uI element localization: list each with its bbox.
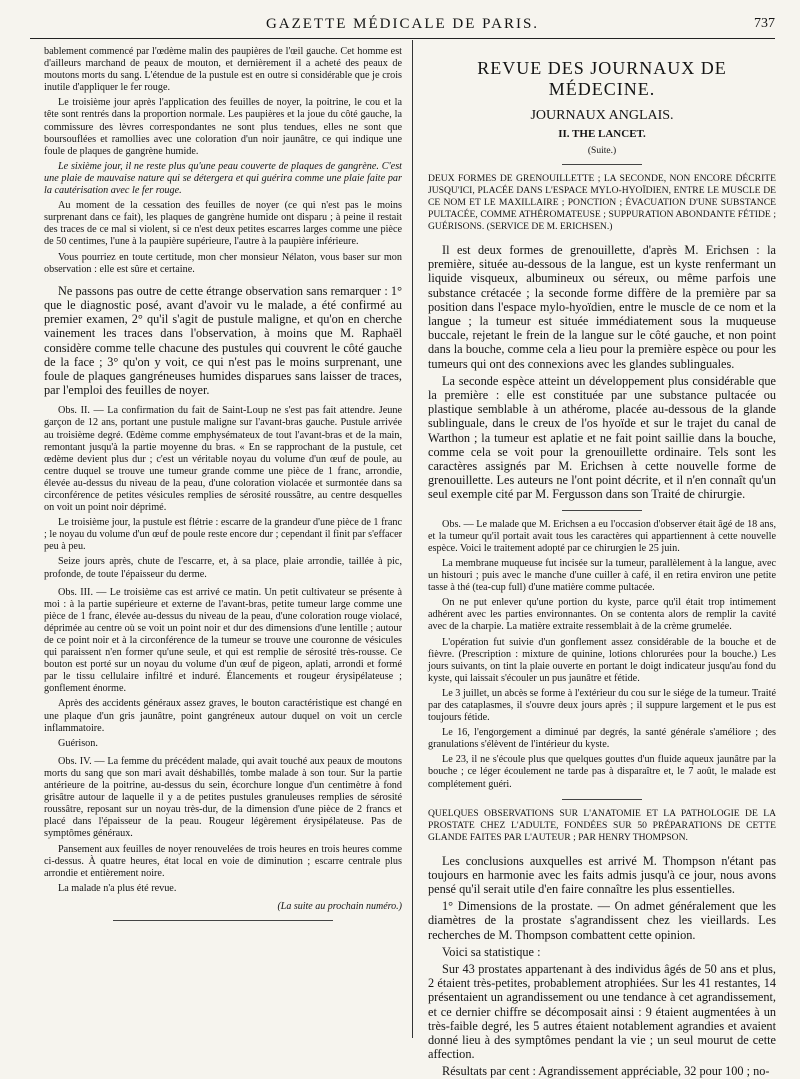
right-column (428, 46, 776, 1079)
paragraph: On ne put enlever qu'une portion du kyste, parce qu'il était trop intimement adhérent avec les parties environnantes. On se contenta alors de remplir la cavité avec de la charpie. La matière extraite ressemblait à de la crème grumelée. (428, 597, 776, 633)
paragraph: Vous pourriez en toute certitude, mon cher monsieur Nélaton, vous baser sur mon observation : elle est sûre et certaine. (44, 251, 402, 275)
continued-note: (La suite au prochain numéro.) (277, 900, 402, 912)
column-rule (412, 40, 413, 1038)
page-number: 737 (754, 16, 775, 31)
paragraph: Le 16, l'engorgement a diminué par degrés, la santé générale s'améliore ; des granulations s'élèvent de l'intérieur du kyste. (428, 727, 776, 751)
paragraph: 1° Dimensions de la prostate. — On admet généralement que les diamètres de la prostate s'agrandissent chez les vieillards. Les recherches de M. Thompson combattent cette opinion. (428, 899, 776, 942)
paragraph: La seconde espèce atteint un développement plus considérable que la première : elle est constituée par une substance pultacée ou plastique semblable à un athérome, placée au-dessous de la glande sublinguale, dans le creux de l'os hyoïde et sur le trajet du canal de Warthon ; la tumeur est aplatie et ne fait point saillie dans la bouche, comme cela se voit pour la grenouillette ordinaire. Tels sont les caractères assignés par M. Erichsen à cette nouvelle forme de grenouillette. Les auteurs ne l'ont point décrite, et il n'en connaît qu'un seul exemple cité par M. Fergusson dans son Traité de chirurgie. (428, 373, 776, 502)
journal-title: II. THE LANCET. (558, 128, 646, 140)
section-subtitle: JOURNAUX ANGLAIS. (530, 108, 674, 123)
paragraph: Au moment de la cessation des feuilles de noyer (ce qui n'est pas le moins surprenant dans ce fait), les plaques de gangrène humide ont disparu ; à peine il restait des traces de ce mal si violent, si ce n'est deux petites escarres larges comme une pièce de 50 centimes, l'une à la paupière supérieure, l'autre à la paupière inférieure. (44, 200, 402, 248)
paragraph: Les conclusions auxquelles est arrivé M. Thompson n'étant pas toujours en harmonie avec les faits admis jusqu'à ce jour, nous avons pensé qu'il serait utile d'en faire connaître les plus essentielles. (428, 853, 776, 897)
separator-rule (562, 799, 642, 800)
paragraph: Le troisième jour après l'application des feuilles de noyer, la poitrine, le cou et la tête sont rentrés dans la proportion normale. Les paupières et la joue du côté gauche, la commissure des lèvres correspondantes ne sont plus tendues, elles ne sont que boursouflées et ramollies avec une coloration d'un noir jaunâtre, ce qui indique une foule de plaques de gangrène humide. (44, 97, 402, 157)
observation-2: Obs. II. — La confirmation du fait de Saint-Loup ne s'est pas fait attendre. Jeune garçon de 12 ans, portant une pustule maligne sur l'avant-bras gauche. Pustule arrivée au troisième degré. Œdème comme emphysémateux de tout l'avant-bras et de la main, remontant jusqu'à la partie moyenne du bras. « En se rapprochant de la pustule, cet œdème devient plus dur ; c'est un véritable noyau du volume d'un œuf de poule, au centre duquel se trouve une tumeur grande comme une pièce de 1 franc, arrondie, élevée au-dessus du niveau de la peau, d'une coloration violacée et surmontée dans sa circonférence de petites vésicules remplies de sérosité roussâtre, au centre desquelles on voit un point noir déprimé. (44, 405, 402, 514)
paragraph: Après des accidents généraux assez graves, le bouton caractéristique est changé en une plaque d'un gris jaunâtre, point gangréneux autour duquel on voit un cercle inflammatoire. (44, 698, 402, 734)
paragraph: Le 3 juillet, un abcès se forme à l'extérieur du cou sur le siége de la tumeur. Traité par des cataplasmes, il s'ouvre deux jours après ; il suppure largement et le pus est toujours fétide. (428, 687, 776, 724)
paragraph: bablement commencé par l'œdème malin des paupières de l'œil gauche. Cet homme est d'ailleurs marchand de peaux de mouton, et dernièrement il a acheté des peaux de moutons morts du sang. L'étendue de la pustule est en outre si considérable que je crois inutile d'appliquer le fer rouge. (44, 46, 402, 94)
observation-4: Obs. IV. — La femme du précédent malade, qui avait touché aux peaux de moutons morts du sang que son mari avait déshabillés, tombe malade à son tour. Sur la partie antérieure de la poitrine, au-dessus du sein, écorchure longue d'un centimètre à fond grisâtre autour de laquelle il y a de petites pustules granuleuses remplies de sérosité roussâtre, reposant sur un noyau très-dur, de la dimension d'une pièce de 2 francs et placé dans l'épaisseur de la peau. Rougeur légèrement érysipélateuse. Pas de symptômes généraux. (44, 755, 402, 840)
separator-rule (562, 164, 642, 165)
observation-3: Obs. III. — Le troisième cas est arrivé ce matin. Un petit cultivateur se présente à moi : à la partie supérieure et externe de l'avant-bras, petite tumeur large comme une pièce de 1 franc, élevée au-dessus du niveau de la peau, d'une coloration rouge violacé, déprimée au centre où se voit un point noir et dur des dimensions d'une lentille ; autour de ce point noir et à la circonférence de la tumeur se trouve une couronne de vésicules qui paraissent n'en former qu'une seule, et qui est remplie de sérosité très-rousse. Ce bouton est porté sur un noyau du volume d'un œuf de pigeon, aplati, arrondi et formé par le tissu cellulaire infiltré et induré. Élancements et rougeur érysipélateuse ; gonflement énorme. (44, 586, 402, 695)
left-column (44, 46, 402, 1036)
paragraph: Le troisième jour, la pustule est flétrie : escarre de la grandeur d'une pièce de 1 franc ; le noyau du volume d'un œuf de poule reste encore dur ; cependant il finit par s'effacer peu à peu. (44, 517, 402, 553)
article-title: DEUX FORMES DE GRENOUILLETTE ; LA SECONDE, NON ENCORE DÉCRITE JUSQU'ICI, PLACÉE DANS L'ESPACE MYLO-HYOÏDIEN, ENTRE LE MUSCLE DE CE NOM ET LE MAXILLAIRE ; PONCTION ; ÉVACUATION D'UNE SUBSTANCE PULTACÉE, COMME ATHÉROMATEUSE ; SUPPURATION ABONDANTE FÉTIDE ; GUÉRISONS. (SERVICE DE M. ERICHSEN.) (428, 173, 776, 232)
paragraph: Ne passons pas outre de cette étrange observation sans remarquer : 1° que le diagnostic posé, avant d'avoir vu le malade, a été confirmé au premier examen, 2° qu'il s'agit de pustule maligne, et qu'on en cherche vainement les traces dans l'observation, à moins que M. Raphaël considère comme telle chacune des pustules qui couvrent le côté gauche de la face ; 3° qu'on y voit, ce qui n'est pas le moins surprenant, une foule de plaques gangréneuses humides disparues sans laisser de traces, par l'emploi des feuilles de noyer. (44, 283, 402, 398)
paragraph: La malade n'a plus été revue. (58, 882, 177, 894)
separator-rule (562, 510, 642, 511)
paragraph: Guérison. (58, 737, 98, 749)
running-title: GAZETTE MÉDICALE DE PARIS. (265, 16, 540, 32)
paragraph: Le sixième jour, il ne reste plus qu'une peau couverte de plaques de gangrène. C'est une plaie de mauvaise nature qui se détergera et qui guérira comme une plaie faite par la cautérisation avec le fer rouge. (44, 160, 402, 197)
article-title: QUELQUES OBSERVATIONS SUR L'ANATOMIE ET LA PATHOLOGIE DE LA PROSTATE CHEZ L'ADULTE, FONDÉES SUR 50 PRÉPARATIONS DE CETTE GLANDE FAITES PAR L'AUTEUR ; PAR HENRY THOMPSON. (428, 807, 776, 843)
paragraph: L'opération fut suivie d'un gonflement assez considérable de la bouche et de fièvre. (Prescription : mixture de quinine, lotions chlorurées pour la bouche.) Les jours suivants, on tint la plaie ouverte en portant le doigt indicateur jusqu'au fond du kyste, qui laissait s'écouler un pus jaunâtre et fétide. (428, 636, 776, 684)
observation: Obs. — Le malade que M. Erichsen a eu l'occasion d'observer était âgé de 18 ans, et la tumeur qu'il portait avait tous les caractères qui appartiennent à cette nouvelle espèce. Voici le traitement adopté par ce chirurgien le 25 juin. (428, 518, 776, 554)
paragraph: Seize jours après, chute de l'escarre, et, à sa place, plaie arrondie, taillée à pic, profonde, de toute l'épaisseur du derme. (44, 556, 402, 580)
paragraph: La membrane muqueuse fut incisée sur la tumeur, parallèlement à la langue, avec un histouri ; puis avec le manche d'une cuiller à café, il en retira environ une petite tasse à thé (tea-cup full) d'une matière comme pultacée. (428, 557, 776, 594)
header-rule (30, 38, 775, 39)
paragraph: Il est deux formes de grenouillette, d'après M. Erichsen : la première, située au-dessous de la langue, est un kyste renfermant un liquide visqueux, albumineux ou séreux, ou même parfois une substance crétacée ; la seconde forme diffère de la première par sa position dans l'espace mylo-hyoïdien, entre le muscle de ce nom et la langue ; la tumeur est située immédiatement sous la muqueuse buccale, rejetant le frein de la langue sur le côté gauche, et non point dans la bouche, comme cela a lieu pour la première espèce ou pour les tumeurs qui ont des connexions avec les glandes sublinguales. (428, 243, 776, 371)
section-title: REVUE DES JOURNAUX DE MÉDECINE. (477, 58, 727, 99)
paragraph: Pansement aux feuilles de noyer renouvelées de trois heures en trois heures comme ci-dessus. À quatre heures, état local en voie de diminution ; escarre centrale plus arrondie et entièrement noire. (44, 843, 402, 879)
paragraph: Sur 43 prostates appartenant à des individus âgés de 50 ans et plus, 2 étaient très-petites, probablement atrophiées. Sur les 41 restantes, 14 présentaient un agrandissement ou une tendance à cet agrandissement, et ce dernier chiffre se décomposait ainsi : 9 étaient augmentées à un très-faible degré, les 5 autres étaient notablement agrandies et avaient donné lieu à des symptômes pendant la vie ; un seul mourut de cette affection. (428, 962, 776, 1062)
paragraph: Le 23, il ne s'écoule plus que quelques gouttes d'un fluide aqueux jaunâtre par la bouche ; ce léger écoulement ne tarde pas à disparaître et, le 7 août, le malade est complétement guéri. (428, 754, 776, 790)
suite-note: (Suite.) (587, 146, 617, 156)
paragraph: Résultats par cent : Agrandissement appréciable, 32 pour 100 ; no- (442, 1064, 770, 1079)
separator-rule (113, 920, 333, 921)
page-header (30, 10, 775, 38)
paragraph: Voici sa statistique : (442, 944, 541, 959)
